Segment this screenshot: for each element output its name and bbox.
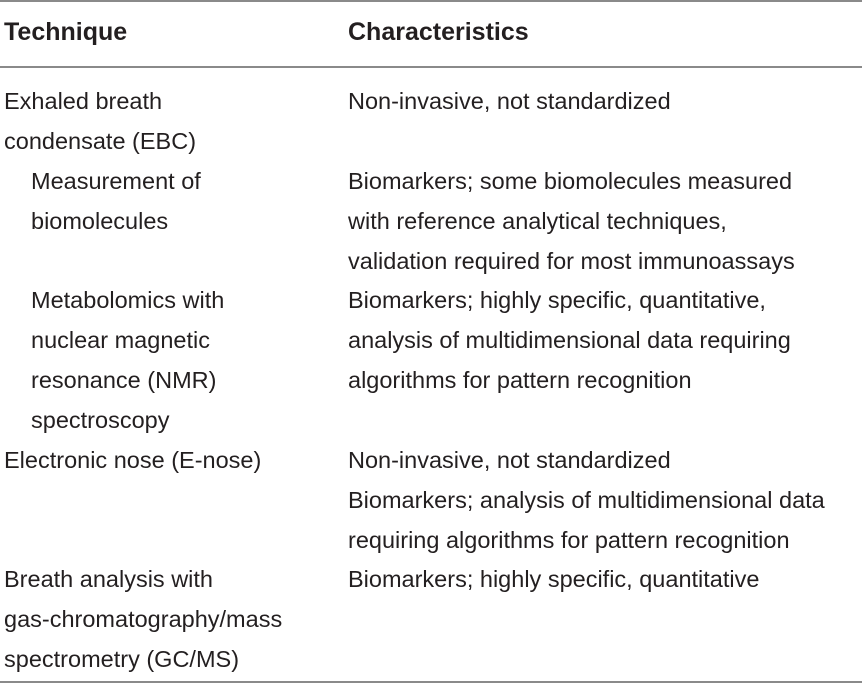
row-enose-characteristics [348, 440, 862, 560]
characteristics-line: Biomarkers; some biomolecules measured [348, 168, 793, 194]
characteristics-line: algorithms for pattern recognition [348, 367, 692, 393]
characteristics-line: with reference analytical techniques, [348, 208, 727, 234]
characteristics-line: Non-invasive, not standardized [348, 447, 671, 473]
row-enose-technique: Electronic nose (E-nose) [4, 447, 262, 473]
row-nmr-technique: Metabolomics with nuclear magnetic resonance (NMR) spectroscopy [31, 287, 225, 433]
header-rule [0, 66, 862, 68]
row-ebc-technique: Exhaled breath condensate (EBC) [4, 88, 197, 154]
characteristics-line: requiring algorithms for pattern recognition [348, 527, 790, 553]
row-nmr-characteristics [348, 280, 862, 400]
characteristics-line: analysis of multidimensional data requiring [348, 327, 791, 353]
header-characteristics: Characteristics [348, 18, 529, 46]
characteristics-line: Biomarkers; highly specific, quantitative, [348, 287, 766, 313]
row-biomolecules-characteristics [348, 161, 862, 281]
row-gcms-technique: Breath analysis with gas-chromatography/mass spectrometry (GC/MS) [4, 566, 283, 672]
characteristics-line: Biomarkers; highly specific, quantitative [348, 566, 760, 592]
row-biomolecules-technique: Measurement of biomolecules [31, 168, 201, 234]
row-gcms-characteristics [348, 559, 862, 599]
characteristics-line: validation required for most immunoassays [348, 248, 795, 274]
characteristics-line: Non-invasive, not standardized [348, 88, 671, 114]
characteristics-line: Biomarkers; analysis of multidimensional data [348, 487, 825, 513]
row-ebc-characteristics [348, 81, 862, 121]
header-technique: Technique [4, 18, 128, 46]
table-top-rule [0, 0, 862, 2]
table-bottom-rule [0, 681, 862, 683]
